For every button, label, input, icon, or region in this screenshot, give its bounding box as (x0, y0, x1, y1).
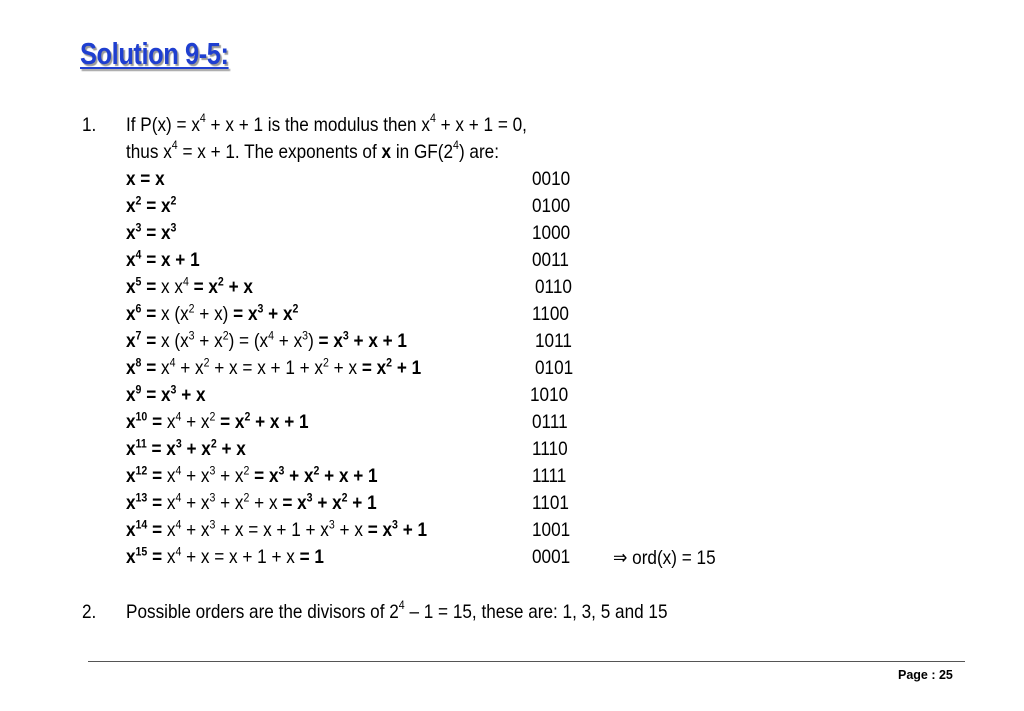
binary-value: 1010 (530, 384, 569, 406)
footer-divider (88, 661, 965, 662)
binary-value: 1011 (535, 330, 572, 352)
page-number: Page : 25 (898, 668, 953, 682)
implies-icon: ⇒ (613, 547, 628, 569)
order-text: ord(x) = 15 (632, 547, 716, 569)
exponent-row: $x^{15} = x^4 + x = x + 1 + x = 1$ (126, 544, 324, 568)
exponent-row: $x^{14} = x^4 + x^3 + x = x + 1 + x^3 + x = x^3 + 1$ (126, 517, 428, 541)
exponent-row: $x^4 = x + 1$ (126, 247, 200, 271)
intro-line-1: If $P(x) = x^4 + x + 1$ is the modulus then $x^4 + x + 1 = 0$, (126, 110, 527, 136)
binary-value: 1000 (532, 222, 571, 244)
exponent-row: $x^{12} = x^4 + x^3 + x^2 = x^3 + x^2 + x + 1$ (126, 463, 378, 487)
exponent-row: $x^5 = x$ $x^4 = x^2 + x$ (126, 274, 253, 298)
binary-value: 0110 (535, 276, 572, 298)
binary-value: 0010 (532, 168, 571, 190)
intro-line-2: thus $x^4 = x + 1$. The exponents of x in $GF(2^4)$ are: (126, 137, 499, 163)
exponent-row: $x^{11} = x^3 + x^2 + x$ (126, 436, 246, 460)
order-result (613, 546, 716, 570)
exponent-row: $x^7 = x$ $(x^3 + x^2) = (x^4 + x^3) = x^3 + x + 1$ (126, 328, 407, 352)
item-number-1: 1. (82, 114, 97, 136)
binary-value: 1100 (532, 303, 569, 325)
exponent-row: x = x (126, 168, 165, 190)
binary-value: 0111 (532, 411, 568, 433)
exponent-row: $x^8 = x^4 + x^2 + x = x + 1 + x^2 + x = x^2 + 1$ (126, 355, 422, 379)
binary-value: 0011 (532, 249, 569, 271)
binary-value: 1001 (532, 519, 571, 541)
binary-value: 1101 (532, 492, 569, 514)
exponent-row: $x^6 = x$ $(x^2 + x) = x^3 + x^2$ (126, 301, 299, 325)
binary-value: 0100 (532, 195, 571, 217)
exponent-row: $x^3 = x^3$ (126, 220, 177, 244)
page-title: Solution 9-5: (80, 36, 229, 71)
exponent-row: $x^{13} = x^4 + x^3 + x^2 + x = x^3 + x^2 + 1$ (126, 490, 377, 514)
binary-value: 0101 (535, 357, 574, 379)
exponent-row: $x^9 = x^3 + x$ (126, 382, 206, 406)
item-number-2: 2. (82, 601, 97, 623)
exponent-row: $x^2 = x^2$ (126, 193, 177, 217)
binary-value: 1110 (532, 438, 568, 460)
item2-line: Possible orders are the divisors of $2^4 - 1 = 15$, these are: 1, 3, 5 and 15 (126, 597, 668, 623)
exponent-row: $x^{10} = x^4 + x^2 = x^2 + x + 1$ (126, 409, 309, 433)
binary-value: 0001 (532, 546, 571, 568)
binary-value: 1111 (532, 465, 567, 487)
